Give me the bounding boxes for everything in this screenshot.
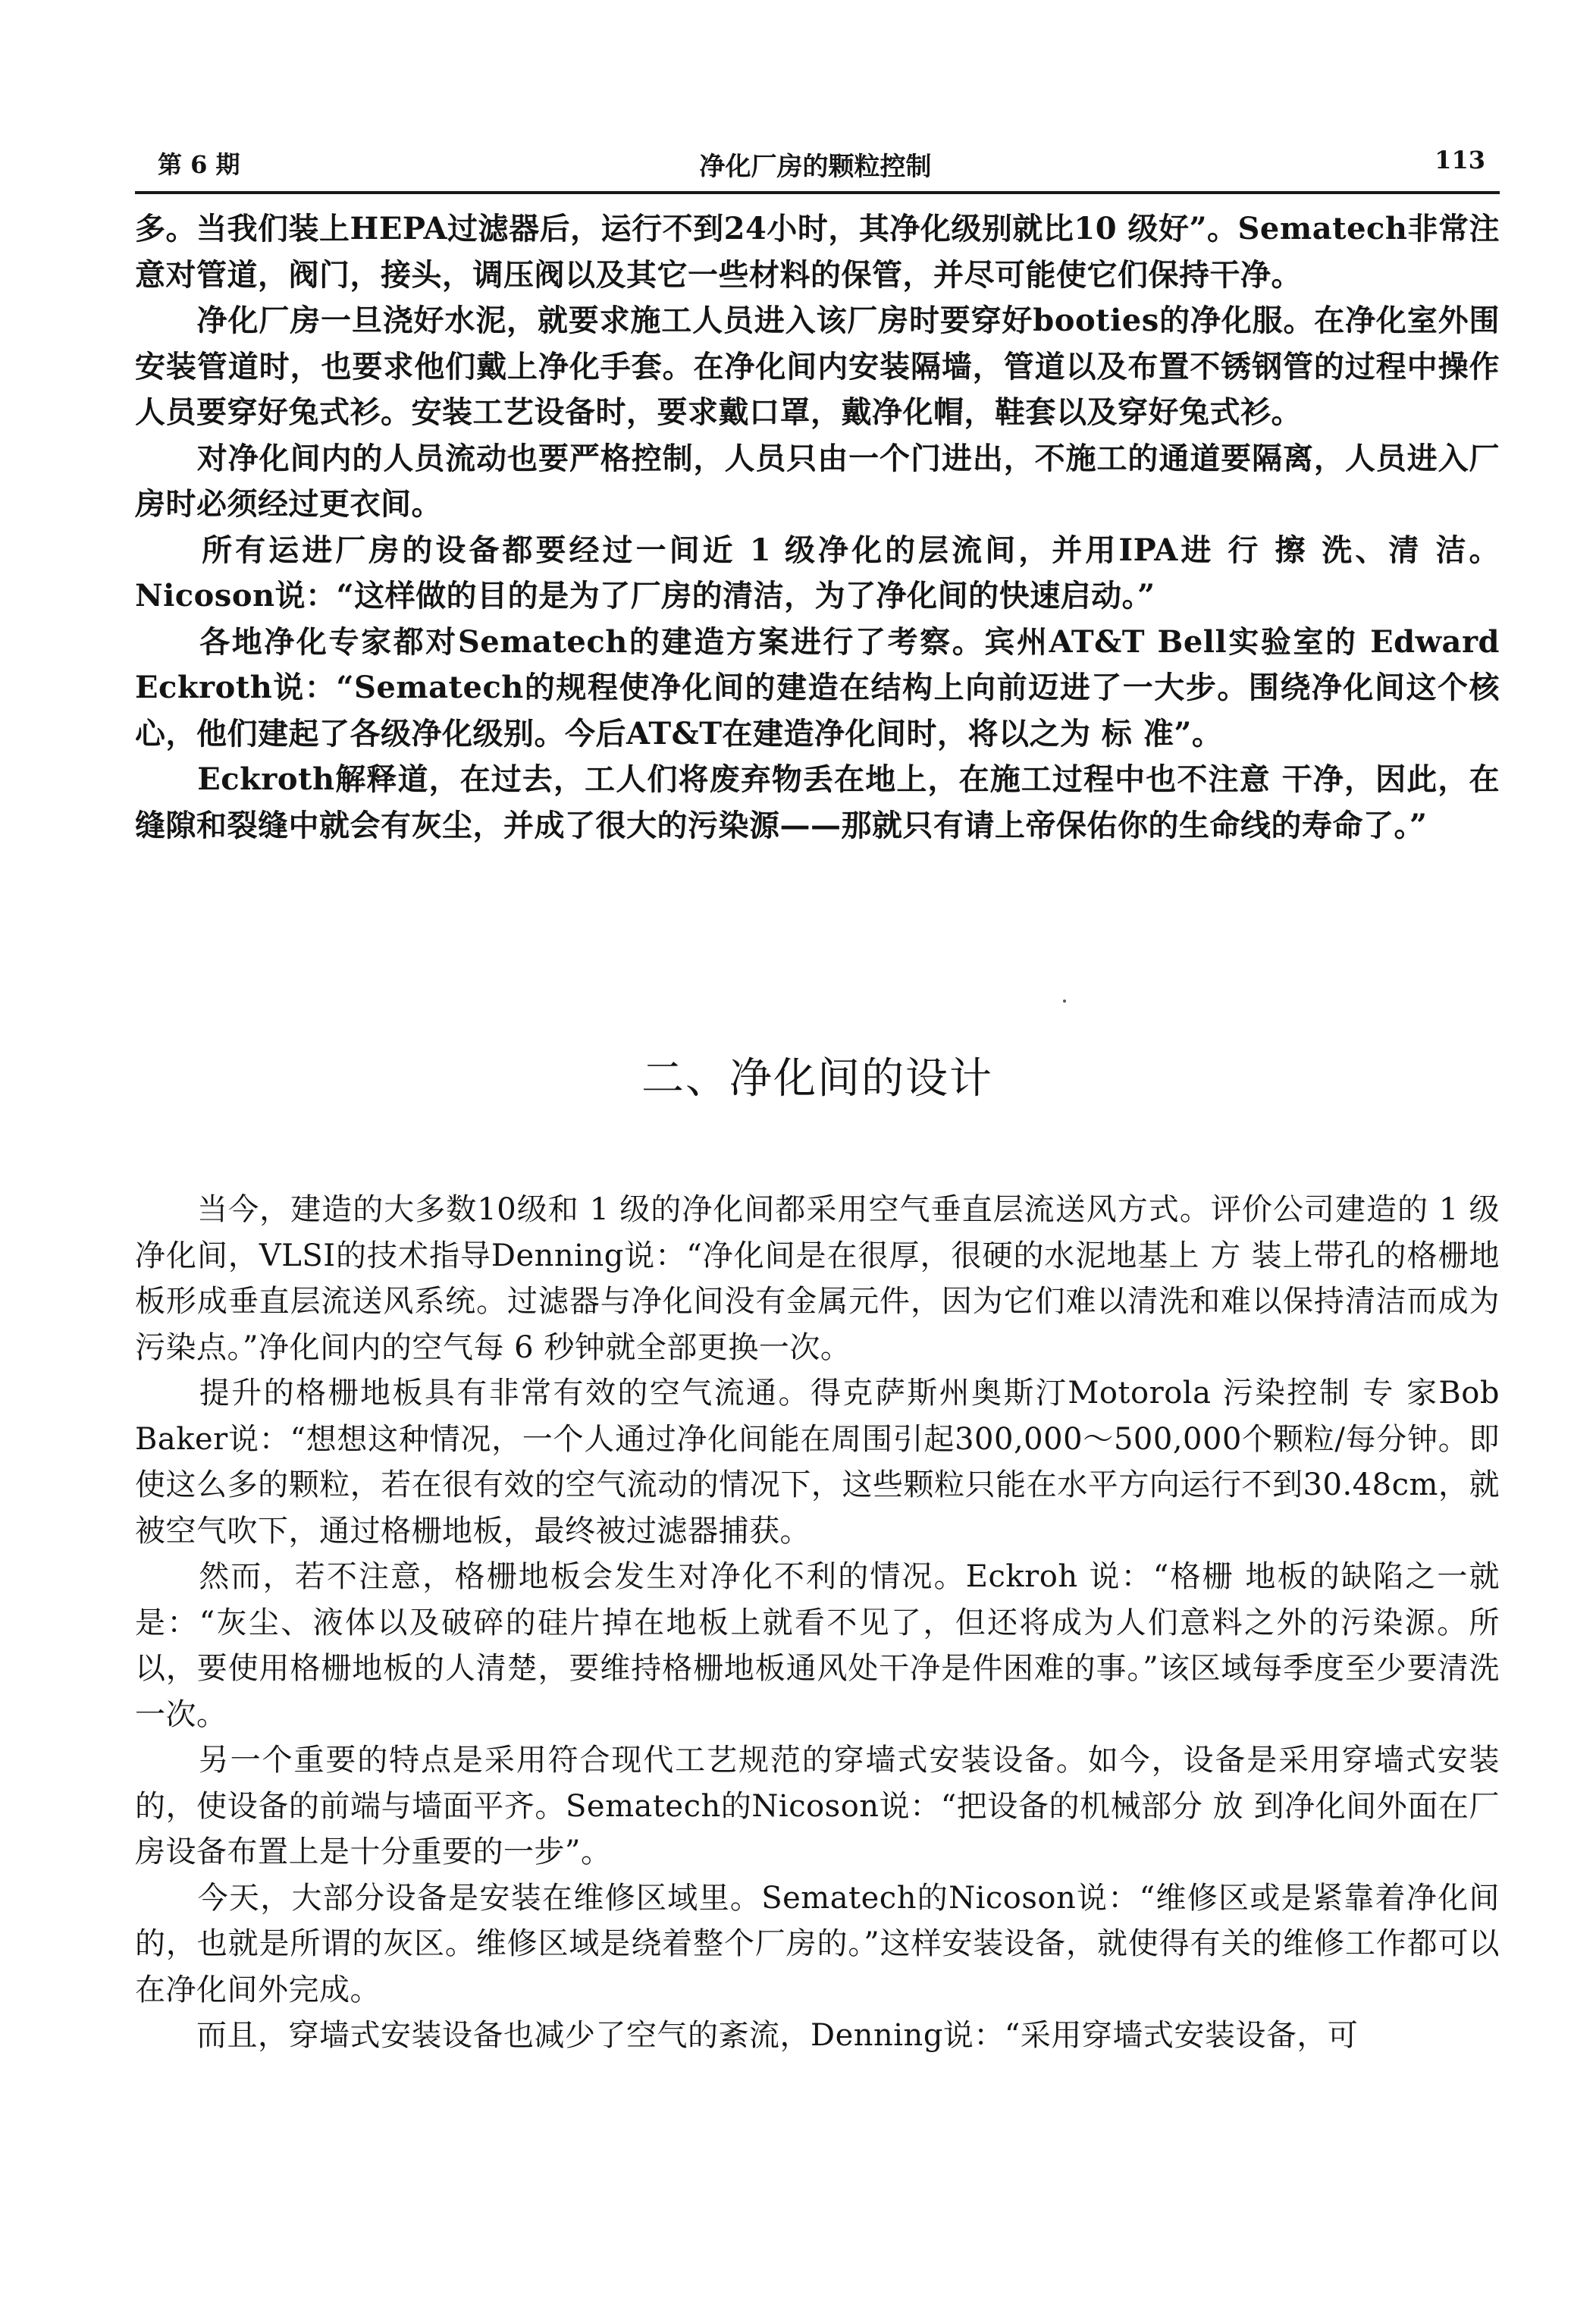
scan-speck: [1063, 1000, 1066, 1003]
paragraph: 而且，穿墙式安装设备也减少了空气的紊流，Denning说：“采用穿墙式安装设备，可: [135, 2018, 1359, 2053]
section-heading: 二、净化间的设计: [641, 1054, 993, 1103]
body-section-bottom: [135, 1187, 1500, 2059]
paragraph: Eckroth解释道，在过去，工人们将废弃物丢在地上，在施工过程中也不注意 干净，因此，在缝隙和裂缝中就会有灰尘，并成了很大的污染源——那就只有请上帝保佑你的生命线的寿命了。”: [135, 761, 1500, 843]
page-number: 113: [1435, 146, 1485, 174]
paragraph: 另一个重要的特点是采用符合现代工艺规范的穿墙式安装设备。如今，设备是采用穿墙式安装的，使设备的前端与墙面平齐。Sematech的Nicoson说：“把设备的机械部分 放 到净化间外面在厂房设备布置上是十分重要的一步”。: [135, 1743, 1500, 1869]
body-section-top: [135, 206, 1500, 849]
paragraph: 多。当我们装上HEPA过滤器后，运行不到24小时，其净化级别就比10 级好”。Sematech非常注意对管道，阀门，接头，调压阀以及其它一些材料的保管，并尽可能使它们保持干净。: [135, 211, 1500, 293]
issue-label: 第 6 期: [158, 150, 240, 179]
header-rule: [135, 191, 1500, 194]
paragraph: 各地净化专家都对Sematech的建造方案进行了考察。宾州AT&T Bell实验室的 Edward Eckroth说：“Sematech的规程使净化间的建造在结构上向前迈进了一大步。围绕净化间这个核心，他们建起了各级净化级别。今后AT&T在建造净化间时，将以之为 标 准”。: [135, 623, 1500, 752]
running-title: 净化厂房的颗粒控制: [699, 152, 932, 182]
paragraph: 对净化间内的人员流动也要严格控制，人员只由一个门进出，不施工的通道要隔离，人员进入厂房时必须经过更衣间。: [135, 440, 1500, 522]
paragraph: 所有运进厂房的设备都要经过一间近 1 级净化的层流间，并用IPA进 行 擦 洗、清 洁。Nicoson说：“这样做的目的是为了厂房的清洁，为了净化间的快速启动。”: [135, 532, 1500, 614]
paragraph: 然而，若不注意，格栅地板会发生对净化不利的情况。Eckroh 说：“格栅 地板的缺陷之一就是：“灰尘、液体以及破碎的硅片掉在地板上就看不见了，但还将成为人们意料之外的污染源。所以，要使用格栅地板的人清楚，要维持格栅地板通风处干净是件困难的事。”该区域每季度至少要清洗一次。: [135, 1559, 1500, 1732]
paragraph: 今天，大部分设备是安装在维修区域里。Sematech的Nicoson说：“维修区或是紧靠着净化间的，也就是所谓的灰区。维修区域是绕着整个厂房的。”这样安装设备，就使得有关的维修工作都可以在净化间外完成。: [135, 1880, 1500, 2007]
page-header: [135, 146, 1496, 188]
paragraph: 提升的格栅地板具有非常有效的空气流通。得克萨斯州奥斯汀Motorola 污染控制 专 家Bob Baker说：“想想这种情况，一个人通过净化间能在周围引起300,000～500,000个颗粒/每分钟。即使这么多的颗粒，若在很有效的空气流动的情况下，这些颗粒只能在水平方向运行不到30.48cm，就被空气吹下，通过格栅地板，最终被过滤器捕获。: [135, 1376, 1500, 1549]
paragraph: 净化厂房一旦浇好水泥，就要求施工人员进入该厂房时要穿好booties的净化服。在净化室外围安装管道时，也要求他们戴上净化手套。在净化间内安装隔墙，管道以及布置不锈钢管的过程中操作人员要穿好兔式衫。安装工艺设备时，要求戴口罩，戴净化帽，鞋套以及穿好兔式衫。: [135, 303, 1500, 430]
paragraph: 当今，建造的大多数10级和 1 级的净化间都采用空气垂直层流送风方式。评价公司建造的 1 级净化间，VLSI的技术指导Denning说：“净化间是在很厚，很硬的水泥地基上 方 装上带孔的格栅地板形成垂直层流送风系统。过滤器与净化间没有金属元件，因为它们难以清洗和难以保持清洁而成为污染点。”净化间内的空气每 6 秒钟就全部更换一次。: [135, 1192, 1500, 1365]
